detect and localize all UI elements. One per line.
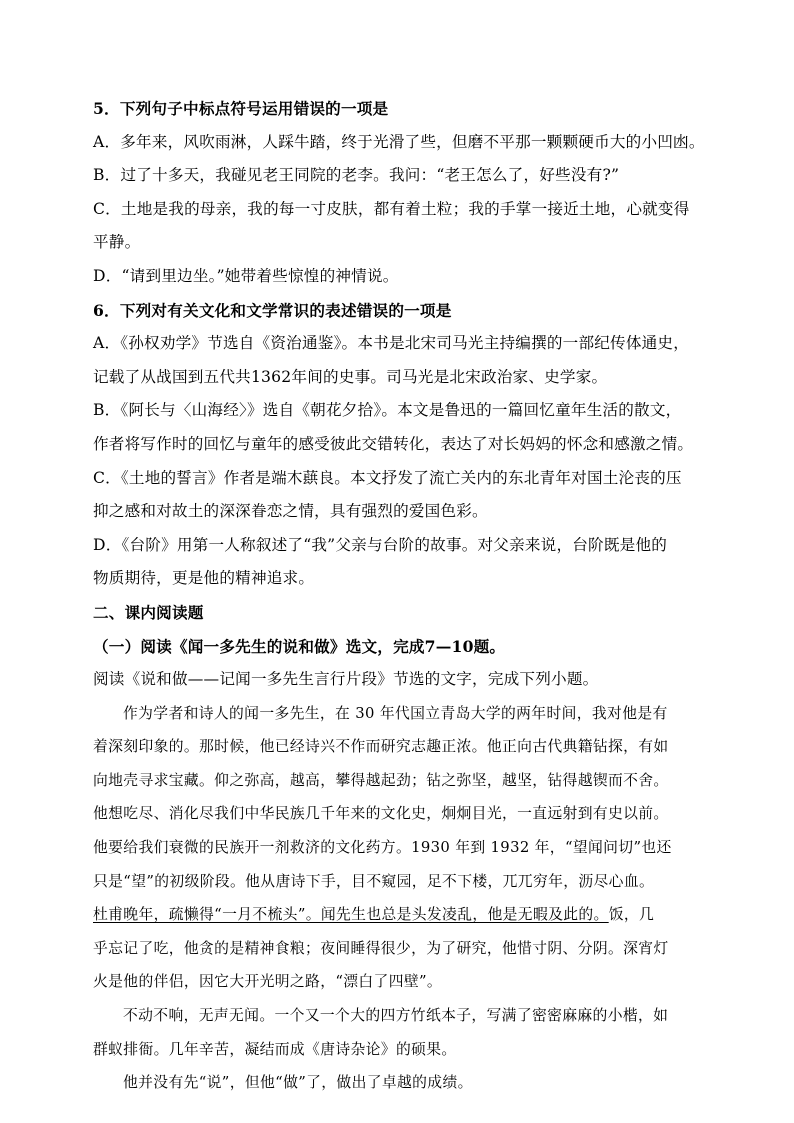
question-5-option-c: C．土地是我的母亲，我的每一寸皮肤，都有着土粒；我的手掌一接近土地，心就变得 xyxy=(93,199,690,218)
question-6-option-b: B．《阿长与〈山海经〉》选自《朝花夕拾》。本文是鲁迅的一篇回忆童年生活的散文， xyxy=(93,401,682,420)
passage-line: 火是他的伴侣，因它大开光明之路，“漂白了四壁”。 xyxy=(93,973,443,991)
question-6-option-c: C．《土地的誓言》作者是端木蕻良。本文抒发了流亡关内的东北青年对国土沦丧的压 xyxy=(93,468,682,487)
question-6-option-d: D．《台阶》用第一人称叙述了“我”父亲与台阶的故事。对父亲来说，台阶既是他的 xyxy=(93,535,668,554)
question-6-stem: 6．下列对有关文化和文学常识的表述错误的一项是 xyxy=(93,300,452,320)
section-heading: 二、课内阅读题 xyxy=(93,602,204,622)
passage-line: 他并没有先“说”，但他“做”了，做出了卓越的成绩。 xyxy=(123,1074,473,1092)
question-6-option-a-cont: 记载了从战国到五代共1362年间的史事。司马光是北宋政治家、史学家。 xyxy=(93,367,608,386)
question-6-option-a: A．《孙权劝学》节选自《资治通鉴》。本书是北宋司马光主持编撰的一部纪传体通史， xyxy=(93,334,690,353)
passage-text: 饭，几 xyxy=(608,906,655,924)
passage-line xyxy=(93,898,705,932)
question-5-option-d: D．“请到里边坐。”她带着些惊惶的神情说。 xyxy=(93,266,399,285)
question-6-option-b-cont: 作者将写作时的回忆与童年的感受彼此交错转化，表达了对长妈妈的怀念和感激之情。 xyxy=(93,434,694,453)
passage-line: 作为学者和诗人的闻一多先生，在 30 年代国立青岛大学的两年时间，我对他是有 xyxy=(123,704,668,722)
reading-instruction: 阅读《说和做——记闻一多先生言行片段》节选的文字，完成下列小题。 xyxy=(93,670,599,689)
question-6-option-d-cont: 物质期待，更是他的精神追求。 xyxy=(93,569,315,588)
section-subheading: （一）阅读《闻一多先生的说和做》选文，完成7—10题。 xyxy=(93,636,506,656)
question-5-option-a: A．多年来，风吹雨淋，人踩牛踏，终于光滑了些，但磨不平那一颗颗硬币大的小凹凼。 xyxy=(93,132,705,151)
question-5-stem: 5．下列句子中标点符号运用错误的一项是 xyxy=(93,99,389,118)
passage-line: 群蚁排衙。几年辛苦，凝结而成《唐诗杂论》的硕果。 xyxy=(93,1040,457,1058)
exam-page xyxy=(93,92,705,1100)
question-5-option-b: B．过了十多天，我碰见老王同院的老李。我问：“老王怎么了，好些没有?” xyxy=(93,166,620,185)
question-5-option-c-cont: 平静。 xyxy=(93,233,141,252)
passage-line: 着深刻印象的。那时候，他已经诗兴不作而研究志趣正浓。他正向古代典籍钻探，有如 xyxy=(93,738,669,756)
question-6-option-c-cont: 抑之感和对故土的深深眷恋之情，具有强烈的爱国色彩。 xyxy=(93,502,488,521)
passage-line: 他想吃尽、消化尽我们中华民族几千年来的文化史，炯炯目光，一直远射到有史以前。 xyxy=(93,805,669,823)
underlined-sentence: 杜甫晚年，疏懒得“一月不梳头”。闻先生也总是头发凌乱，他是无暇及此的。 xyxy=(93,906,609,924)
passage-line: 不动不响，无声无闻。一个又一个大的四方竹纸本子，写满了密密麻麻的小楷，如 xyxy=(123,1007,669,1025)
passage-line: 乎忘记了吃，他贪的是精神食粮；夜间睡得很少，为了研究，他惜寸阴、分阴。深宵灯 xyxy=(93,939,669,957)
passage-line: 他要给我们衰微的民族开一剂救济的文化药方。1930 年到 1932 年，“望闻问切”也还 xyxy=(93,839,672,857)
passage-line: 向地壳寻求宝藏。仰之弥高，越高，攀得越起劲；钻之弥坚，越坚，钻得越锲而不舍。 xyxy=(93,771,669,789)
passage-line: 只是“望”的初级阶段。他从唐诗下手，目不窥园，足不下楼，兀兀穷年，沥尽心血。 xyxy=(93,872,655,890)
